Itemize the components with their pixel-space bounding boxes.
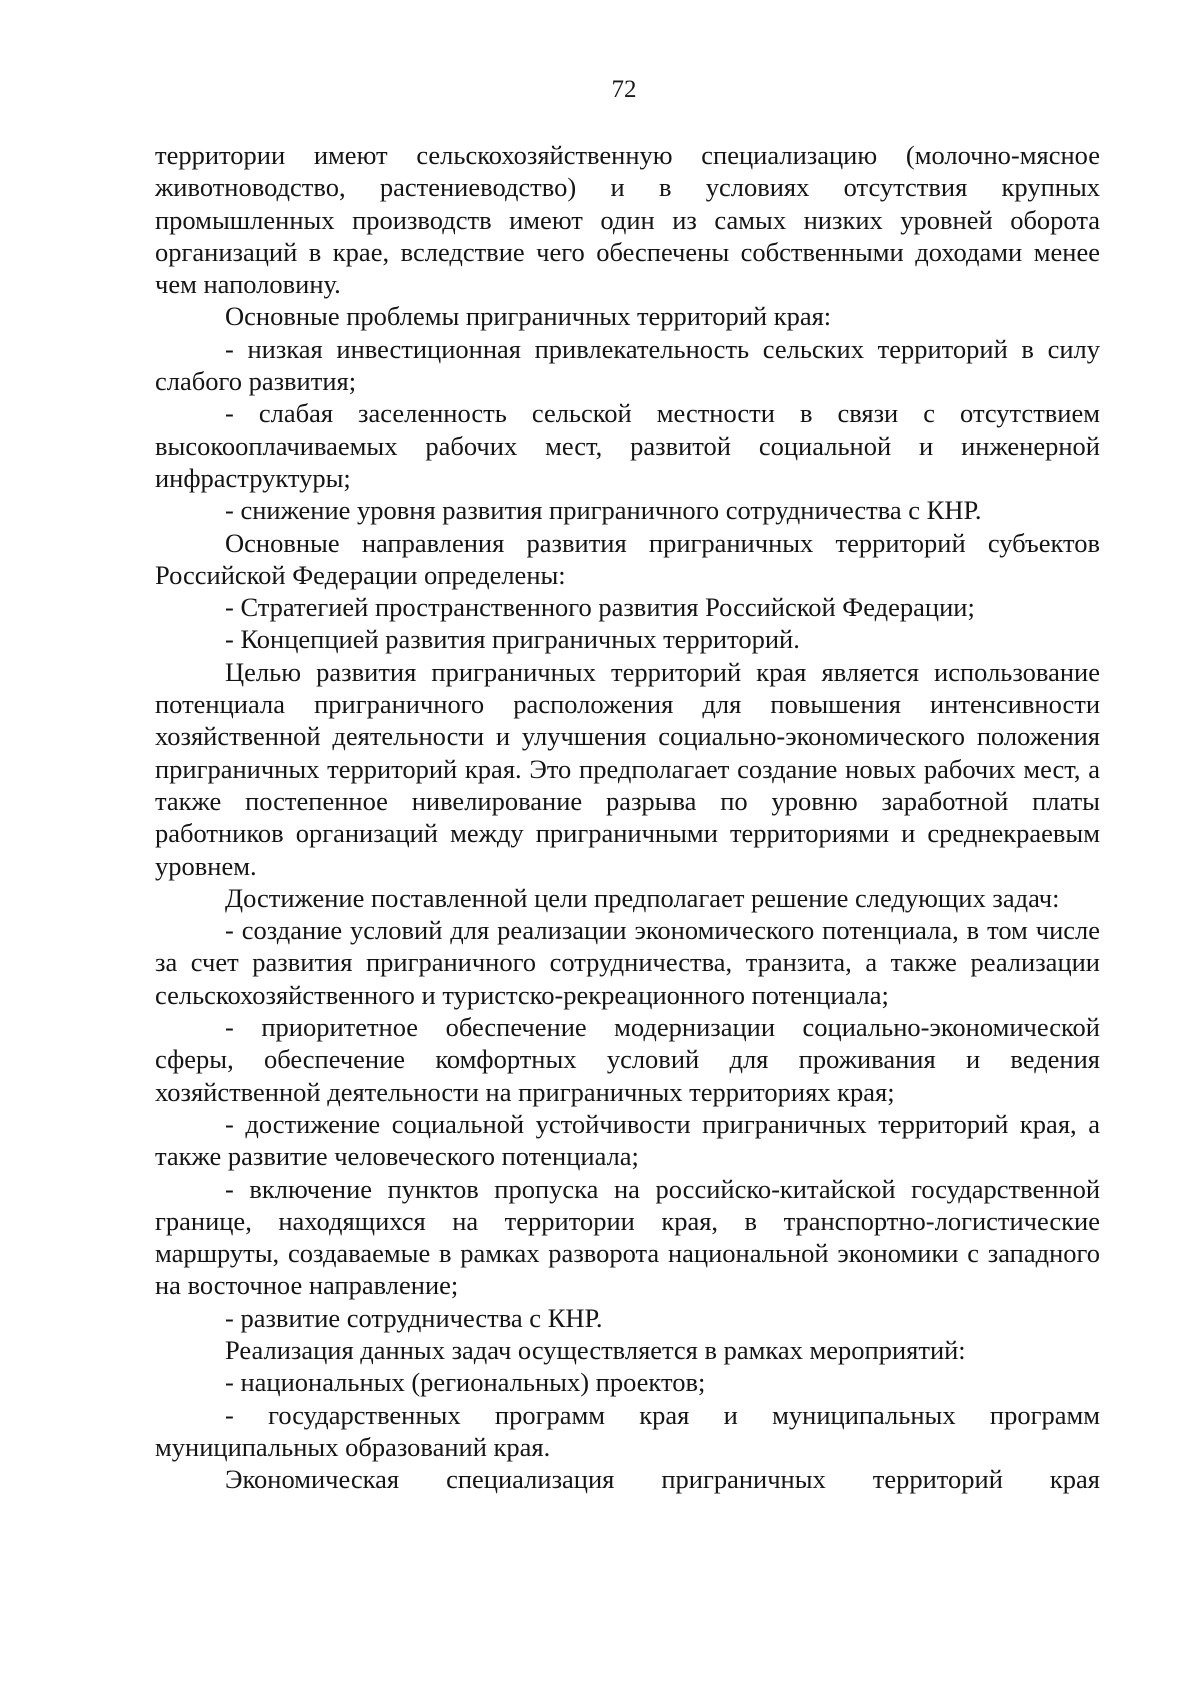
list-item: - низкая инвестиционная привлекательность сельских территорий в силу слабого развития; [155, 333, 1100, 397]
list-item: - Стратегией пространственного развития Российской Федерации; [225, 592, 975, 623]
list-item: - включение пунктов пропуска на российско-китайской государственной границе, находящихся на территории края, в транспортно-логистические маршруты, создаваемые в рамках разворота национальной экономики с западного на восточное направление; [155, 1173, 1100, 1301]
paragraph: Основные направления развития приграничных территорий субъектов Российской Федерации определены: [155, 527, 1100, 590]
page-number: 72 [611, 76, 637, 103]
list-item: - создание условий для реализации экономического потенциала, в том числе за счет развития приграничного сотрудничества, транзита, а также реализации сельскохозяйственного и туристско-рекреационного потенциала; [155, 915, 1100, 1010]
list-item: - национальных (региональных) проектов; [225, 1367, 706, 1398]
paragraph: Целью развития приграничных территорий края является использование потенциала приграничного расположения для повышения интенсивности хозяйственной деятельности и улучшения социально-экономического положения приграничных территорий края. Это предполагает создание новых рабочих мест, а также постепенное нивелирование разрыва по уровню заработной платы работников организаций между приграничными территориями и среднекраевым уровнем. [155, 656, 1100, 881]
list-item: - приоритетное обеспечение модернизации социально-экономической сферы, обеспечение комфортных условий для проживания и ведения хозяйственной деятельности на приграничных территориях края; [155, 1012, 1100, 1107]
paragraph: Экономическая специализация приграничных территорий края [225, 1464, 1100, 1495]
list-item: - Концепцией развития приграничных территорий. [225, 624, 800, 655]
body-text [155, 139, 1100, 1495]
list-item: - достижение социальной устойчивости приграничных территорий края, а также развитие человеческого потенциала; [155, 1108, 1100, 1172]
paragraph: Реализация данных задач осуществляется в рамках мероприятий: [225, 1334, 966, 1365]
list-item: - развитие сотрудничества с КНР. [225, 1302, 603, 1333]
list-item: - снижение уровня развития приграничного сотрудничества с КНР. [225, 495, 982, 526]
paragraph: территории имеют сельскохозяйственную специализацию (молочно-мясное животноводство, растениеводство) и в условиях отсутствия крупных промышленных производств имеют один из самых низких уровней оборота организаций в крае, вследствие чего обеспечены собственными доходами менее чем наполовину. [155, 140, 1100, 300]
paragraph: Основные проблемы приграничных территорий края: [225, 301, 832, 332]
list-item: - государственных программ края и муниципальных программ муниципальных образований края. [155, 1399, 1100, 1462]
paragraph: Достижение поставленной цели предполагает решение следующих задач: [225, 882, 1060, 913]
list-item: - слабая заселенность сельской местности в связи с отсутствием высокооплачиваемых рабочих мест, развитой социальной и инженерной инфраструктуры; [155, 398, 1100, 493]
